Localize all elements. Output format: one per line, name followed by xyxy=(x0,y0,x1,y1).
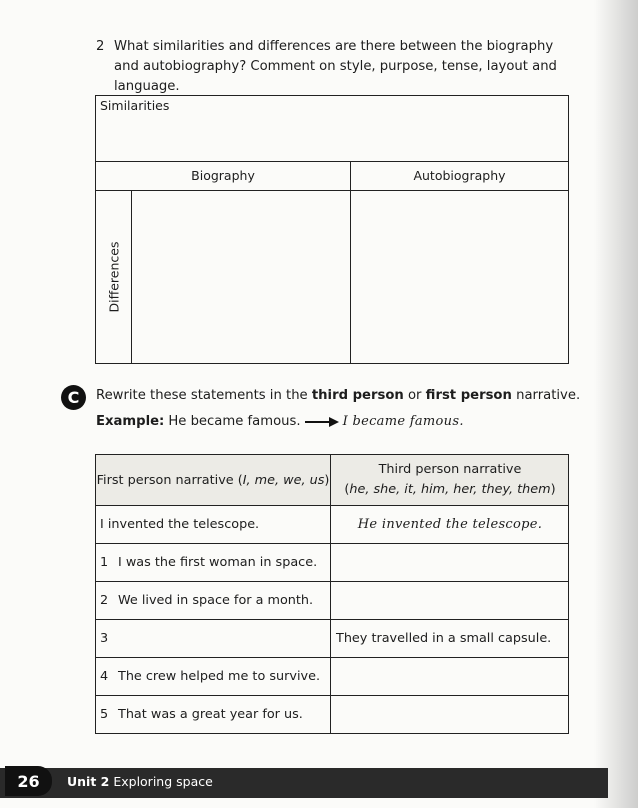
first-person-text: I was the first woman in space. xyxy=(118,555,318,570)
handwritten-answer: He invented the telescope. xyxy=(357,517,543,532)
table-row xyxy=(96,582,568,620)
biography-differences-cell[interactable] xyxy=(132,190,351,363)
instruction-bold-first: first person xyxy=(425,388,512,403)
row-number: 2 xyxy=(100,593,109,608)
third-person-answer-cell[interactable] xyxy=(332,658,568,695)
first-person-pronouns: I, me, we, us xyxy=(242,472,325,488)
first-person-text: The crew helped me to survive. xyxy=(118,669,321,684)
third-person-open: ( xyxy=(344,482,350,497)
row-number: 4 xyxy=(100,669,109,684)
third-person-pronouns-line xyxy=(344,480,555,500)
arrow-right-icon xyxy=(305,417,339,427)
third-person-cell xyxy=(332,620,568,657)
third-person-cell[interactable] xyxy=(332,506,568,543)
first-person-cell xyxy=(96,582,331,619)
first-person-cell xyxy=(96,544,331,581)
table-row xyxy=(96,696,568,733)
unit-title xyxy=(67,774,213,789)
differences-label-cell xyxy=(96,190,132,363)
question-2 xyxy=(96,37,566,97)
example-answer: I became famous. xyxy=(342,414,464,429)
first-person-text: We lived in space for a month. xyxy=(118,593,314,608)
instruction-bold-third: third person xyxy=(311,388,404,403)
row-number: 1 xyxy=(100,555,109,570)
first-person-cell xyxy=(96,506,331,543)
third-person-close: ) xyxy=(550,482,556,497)
third-person-answer-cell[interactable] xyxy=(332,696,568,733)
table-row xyxy=(96,506,568,544)
section-c-instruction xyxy=(96,388,580,403)
third-person-header xyxy=(332,455,568,505)
third-person-answer-cell[interactable] xyxy=(332,582,568,619)
page-number: 26 xyxy=(5,766,52,796)
table-row xyxy=(96,620,568,658)
instruction-text-2: or xyxy=(403,388,426,403)
narrative-header-row xyxy=(96,455,568,506)
instruction-text-1: Rewrite these statements in the xyxy=(96,388,312,403)
narrative-table xyxy=(95,454,569,734)
table-row xyxy=(96,658,568,696)
comparison-table xyxy=(95,95,569,364)
example-text: He became famous. xyxy=(168,414,301,429)
differences-label: Differences xyxy=(106,241,121,312)
example-line xyxy=(96,414,464,429)
first-person-text: That was a great year for us. xyxy=(118,707,303,722)
third-person-header-text: Third person narrative xyxy=(378,462,522,477)
question-number: 2 xyxy=(96,39,105,54)
third-person-pronouns: he, she, it, him, her, they, them xyxy=(349,482,551,497)
first-person-header-close: ) xyxy=(324,472,330,488)
instruction-text-3: narrative. xyxy=(511,388,581,403)
section-c-badge: C xyxy=(61,385,86,410)
similarities-cell[interactable] xyxy=(96,96,568,162)
first-person-cell xyxy=(96,696,331,733)
page-edge-shadow xyxy=(594,0,638,808)
third-person-text: They travelled in a small capsule. xyxy=(336,631,552,646)
third-person-answer-cell[interactable] xyxy=(332,544,568,581)
row-number: 3 xyxy=(100,631,109,646)
unit-number: Unit 2 xyxy=(67,774,110,789)
autobiography-header: Autobiography xyxy=(413,168,506,183)
example-label: Example: xyxy=(96,414,165,429)
first-person-text: I invented the telescope. xyxy=(100,517,260,532)
question-text: What similarities and differences are there between the biography and autobiography? Comment on style, purpose, tense, layout and language. xyxy=(114,39,557,94)
first-person-answer-cell[interactable] xyxy=(96,620,331,657)
first-person-cell xyxy=(96,658,331,695)
biography-header: Biography xyxy=(96,161,351,190)
similarities-label: Similarities xyxy=(100,98,170,113)
first-person-header xyxy=(96,455,331,505)
row-number: 5 xyxy=(100,707,109,722)
table-row xyxy=(96,544,568,582)
first-person-header-text: First person narrative ( xyxy=(96,472,243,488)
unit-name: Exploring space xyxy=(109,774,213,789)
comparison-header-row xyxy=(96,161,568,191)
